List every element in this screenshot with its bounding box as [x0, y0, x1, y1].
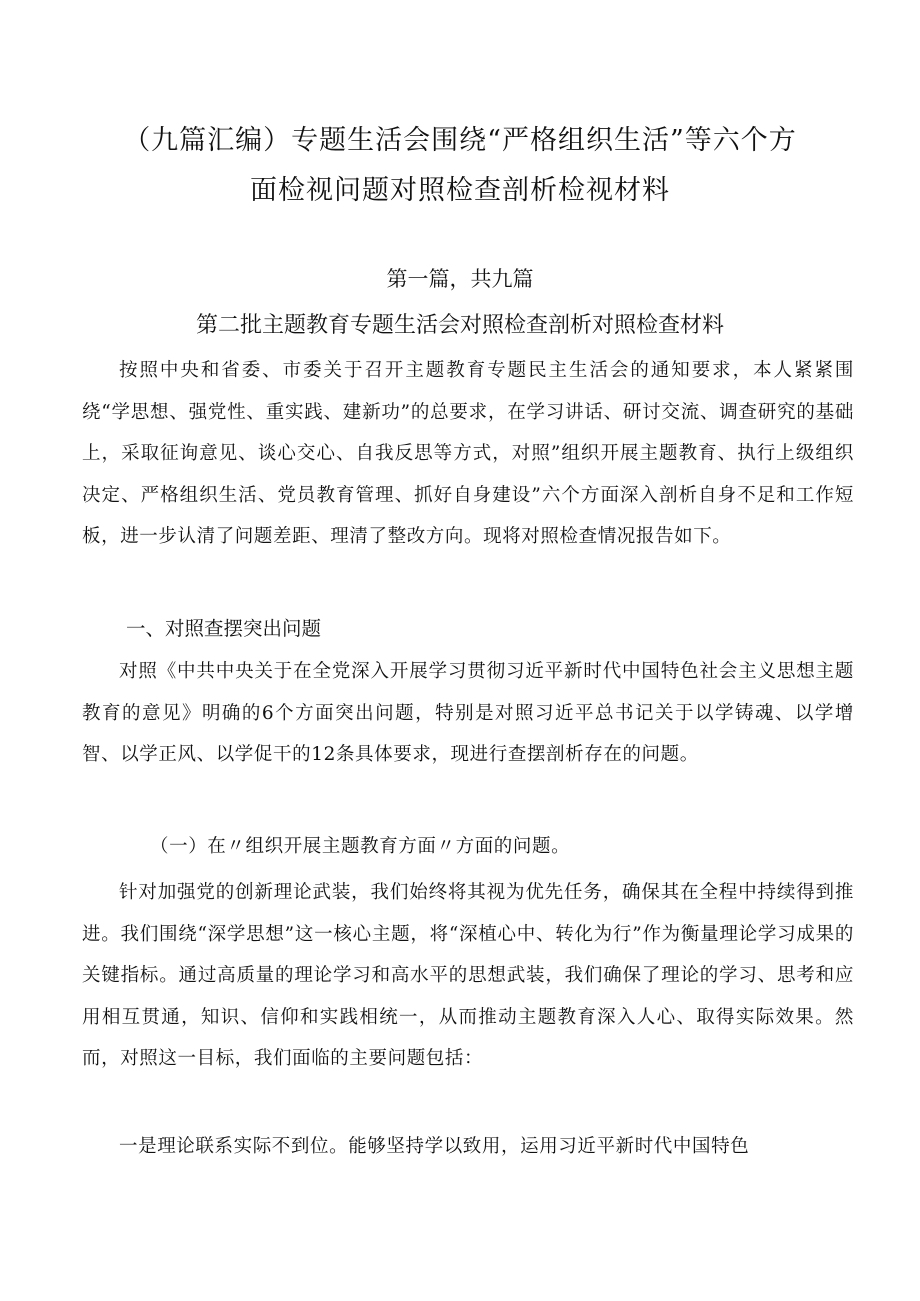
part-label: 第一篇，共九篇 [386, 267, 534, 291]
document-title-line-1: （九篇汇编）专题生活会围绕“严格组织生活”等六个方 [123, 125, 797, 156]
intro-paragraph: 按照中央和省委、市委关于召开主题教育专题民主生活会的通知要求，本人紧紧围绕“学思想、强党性、重实践、建新功”的总要求，在学习讲话、研讨交流、调查研究的基础上，采取征询意见、谈心交心、自我反思等方式，对照”组织开展主题教育、执行上级组织决定、严格组织生活、党员教育管理、抓好自身建设”六个方面深入剖析自身不足和工作短板，进一步认清了问题差距、理清了整改方向。现将对照检查情况报告如下。 [82, 360, 854, 547]
document-title-line-2: 面检视问题对照检查剖析检视材料 [250, 175, 670, 206]
article-subtitle: 第二批主题教育专题生活会对照检查剖析对照检查材料 [195, 313, 724, 338]
subsection-heading-1: （一）在〃组织开展主题教育方面〃方面的问题。 [150, 836, 571, 857]
problem-1-paragraph: 一是理论联系实际不到位。能够坚持学以致用，运用习近平新时代中国特色 [119, 1136, 750, 1157]
section-heading-1: 一、对照查摆突出问题 [126, 617, 322, 640]
subsection-1-paragraph: 针对加强党的创新理论武装，我们始终将其视为优先任务，确保其在全程中持续得到推进。我们围绕“深学思想”这一核心主题，将“深植心中、转化为行”作为衡量理论学习成果的关键指标。通过高质量的理论学习和高水平的思想武装，我们确保了理论的学习、思考和应用相互贯通，知识、信仰和实践相统一，从而推动主题教育深入人心、取得实际效果。然而，对照这一目标，我们面临的主要问题包括： [82, 882, 854, 1069]
section-1-paragraph: 对照《中共中央关于在全党深入开展学习贯彻习近平新时代中国特色社会主义思想主题教育的意见》明确的6个方面突出问题，特别是对照习近平总书记关于以学铸魂、以学增智、以学正风、以学促干的12条具体要求，现进行查摆剖析存在的问题。 [82, 661, 854, 765]
